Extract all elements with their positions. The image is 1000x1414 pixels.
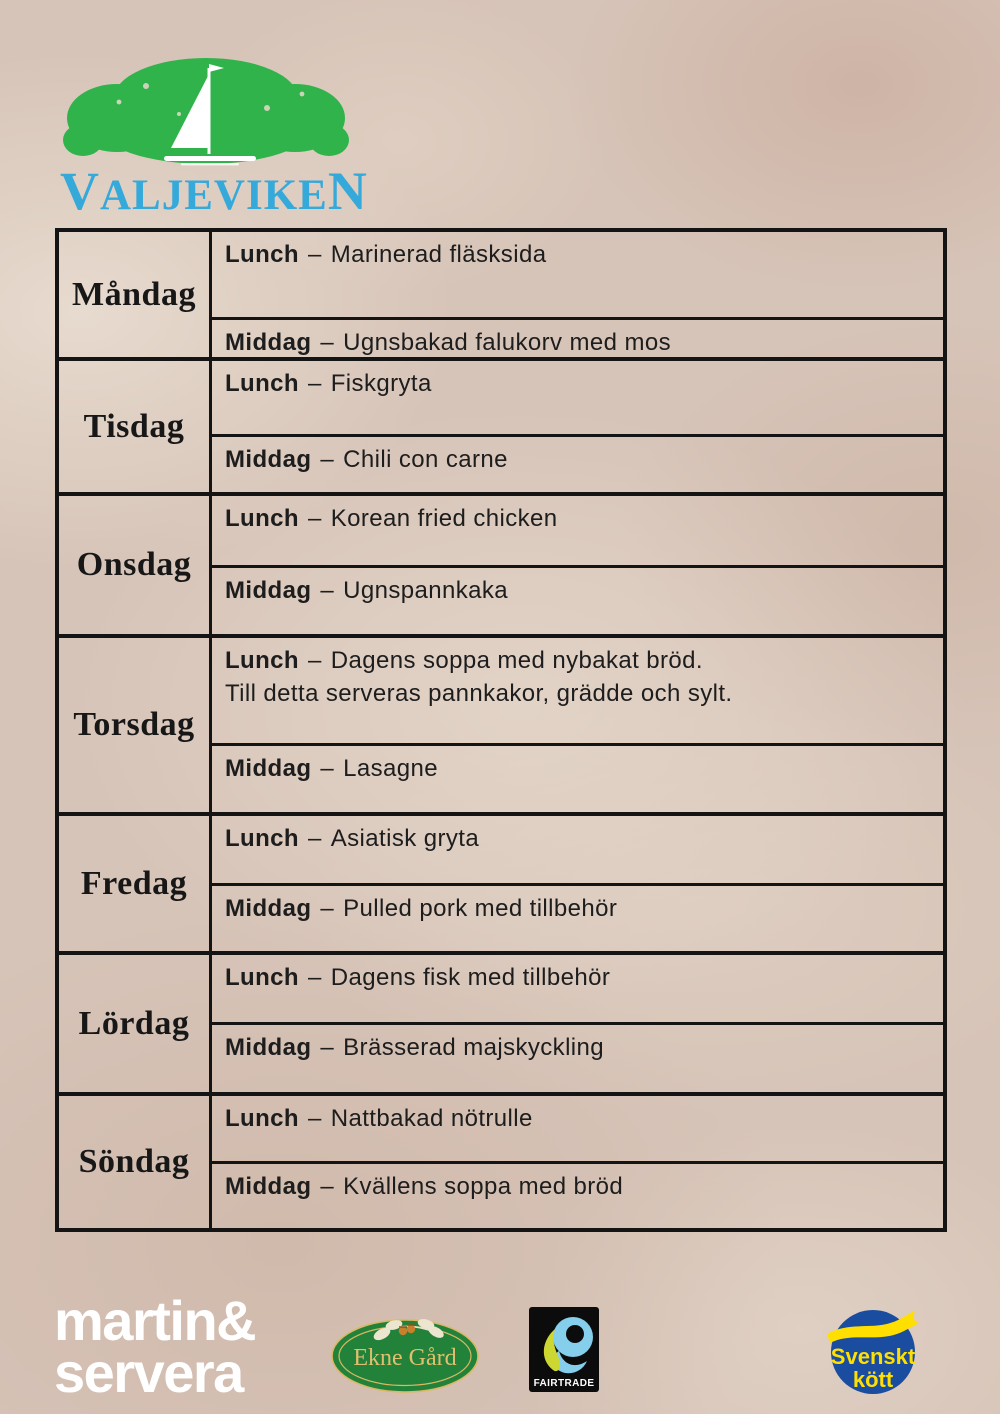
lunch-label: Lunch [225,370,299,397]
wordmark-last-letter: N [327,161,368,221]
martin-servera-line1: martin& [54,1289,256,1352]
meals-column [212,496,943,634]
day-label: Tisdag [59,361,212,492]
meals-column [212,816,943,951]
dinner-dish: Lasagne [343,755,439,782]
day-row-mandag [59,232,943,361]
lunch-dish: Dagens fisk med tillbehör [330,964,611,991]
lunch-cell [212,955,943,1025]
weekly-menu-table [55,228,947,1232]
dinner-label: Middag [225,329,312,356]
dinner-cell [212,320,943,357]
martin-servera-line2: servera [54,1341,243,1405]
dash-separator: – [308,1105,322,1132]
dinner-cell [212,886,943,951]
svenskt-line1: Svenskt [830,1344,916,1369]
dinner-dish: Chili con carne [343,446,508,473]
dinner-dish: Ugnsbakad falukorv med mos [343,329,672,356]
svenskt-line2: kött [852,1367,894,1392]
meals-column [212,361,943,492]
lunch-label: Lunch [225,964,299,991]
dash-separator: – [308,647,322,674]
dinner-label: Middag [225,446,312,473]
dash-separator: – [320,1173,335,1200]
dinner-label: Middag [225,1173,312,1200]
svenskt-kott-logo [824,1300,920,1400]
dash-separator: – [320,895,335,922]
dinner-cell [212,568,943,634]
lunch-cell [212,816,943,886]
meals-column [212,955,943,1092]
dinner-cell [212,437,943,492]
lunch-label: Lunch [225,241,299,268]
dinner-dish: Pulled pork med tillbehör [343,895,618,922]
lunch-cell [212,638,943,746]
lunch-dish: Asiatisk gryta [330,825,480,852]
dash-separator: – [320,577,335,604]
dinner-cell [212,1164,943,1228]
lunch-cell [212,496,943,568]
dash-separator: – [320,329,335,356]
lunch-label: Lunch [225,1105,299,1132]
meals-column [212,1096,943,1228]
dinner-dish: Brässerad majskyckling [343,1034,605,1061]
dinner-cell [212,1025,943,1092]
meals-column [212,638,943,812]
tree-sailboat-icon [60,56,352,168]
meals-column [212,232,943,357]
day-row-fredag [59,816,943,955]
day-label: Onsdag [59,496,212,634]
lunch-label: Lunch [225,825,299,852]
dinner-label: Middag [225,895,312,922]
lunch-dish: Korean fried chicken [330,505,558,532]
fairtrade-logo [529,1307,599,1392]
valjeviken-logo [60,56,368,221]
lunch-cell [212,1096,943,1164]
dinner-label: Middag [225,1034,312,1061]
lunch-dish: Dagens soppa med nybakat bröd. [330,647,703,674]
ekne-gard-logo [330,1312,480,1394]
day-label: Torsdag [59,638,212,812]
ekne-gard-label: Ekne Gård [353,1345,457,1371]
wordmark-first-letter: V [60,161,100,221]
dinner-label: Middag [225,577,312,604]
lunch-label: Lunch [225,505,299,532]
wordmark-middle: ALJEVIKE [100,172,328,219]
brand-wordmark [60,161,368,221]
dash-separator: – [320,755,335,782]
dash-separator: – [308,505,322,532]
dash-separator: – [308,825,322,852]
lunch-dish: Nattbakad nötrulle [330,1105,533,1132]
lunch-dish: Fiskgryta [330,370,432,397]
dinner-label: Middag [225,755,312,782]
lunch-dish: Marinerad fläsksida [330,241,547,268]
day-row-sondag [59,1096,943,1228]
day-label: Fredag [59,816,212,951]
day-row-lordag [59,955,943,1096]
dinner-dish: Ugnspannkaka [343,577,509,604]
day-label: Lördag [59,955,212,1092]
dinner-dish: Kvällens soppa med bröd [343,1173,624,1200]
dash-separator: – [308,370,322,397]
lunch-cell [212,361,943,437]
dash-separator: – [308,964,322,991]
lunch-note: Till detta serveras pannkakor, grädde och sylt. [225,680,733,707]
martin-servera-logo [54,1289,256,1405]
dash-separator: – [320,446,335,473]
dash-separator: – [320,1034,335,1061]
lunch-label: Lunch [225,647,299,674]
fairtrade-label: FAIRTRADE [533,1378,595,1389]
day-row-onsdag [59,496,943,638]
lunch-cell [212,232,943,320]
dinner-cell [212,746,943,812]
dash-separator: – [308,241,322,268]
day-label: Söndag [59,1096,212,1228]
day-row-torsdag [59,638,943,816]
day-row-tisdag [59,361,943,496]
day-label: Måndag [59,232,212,357]
